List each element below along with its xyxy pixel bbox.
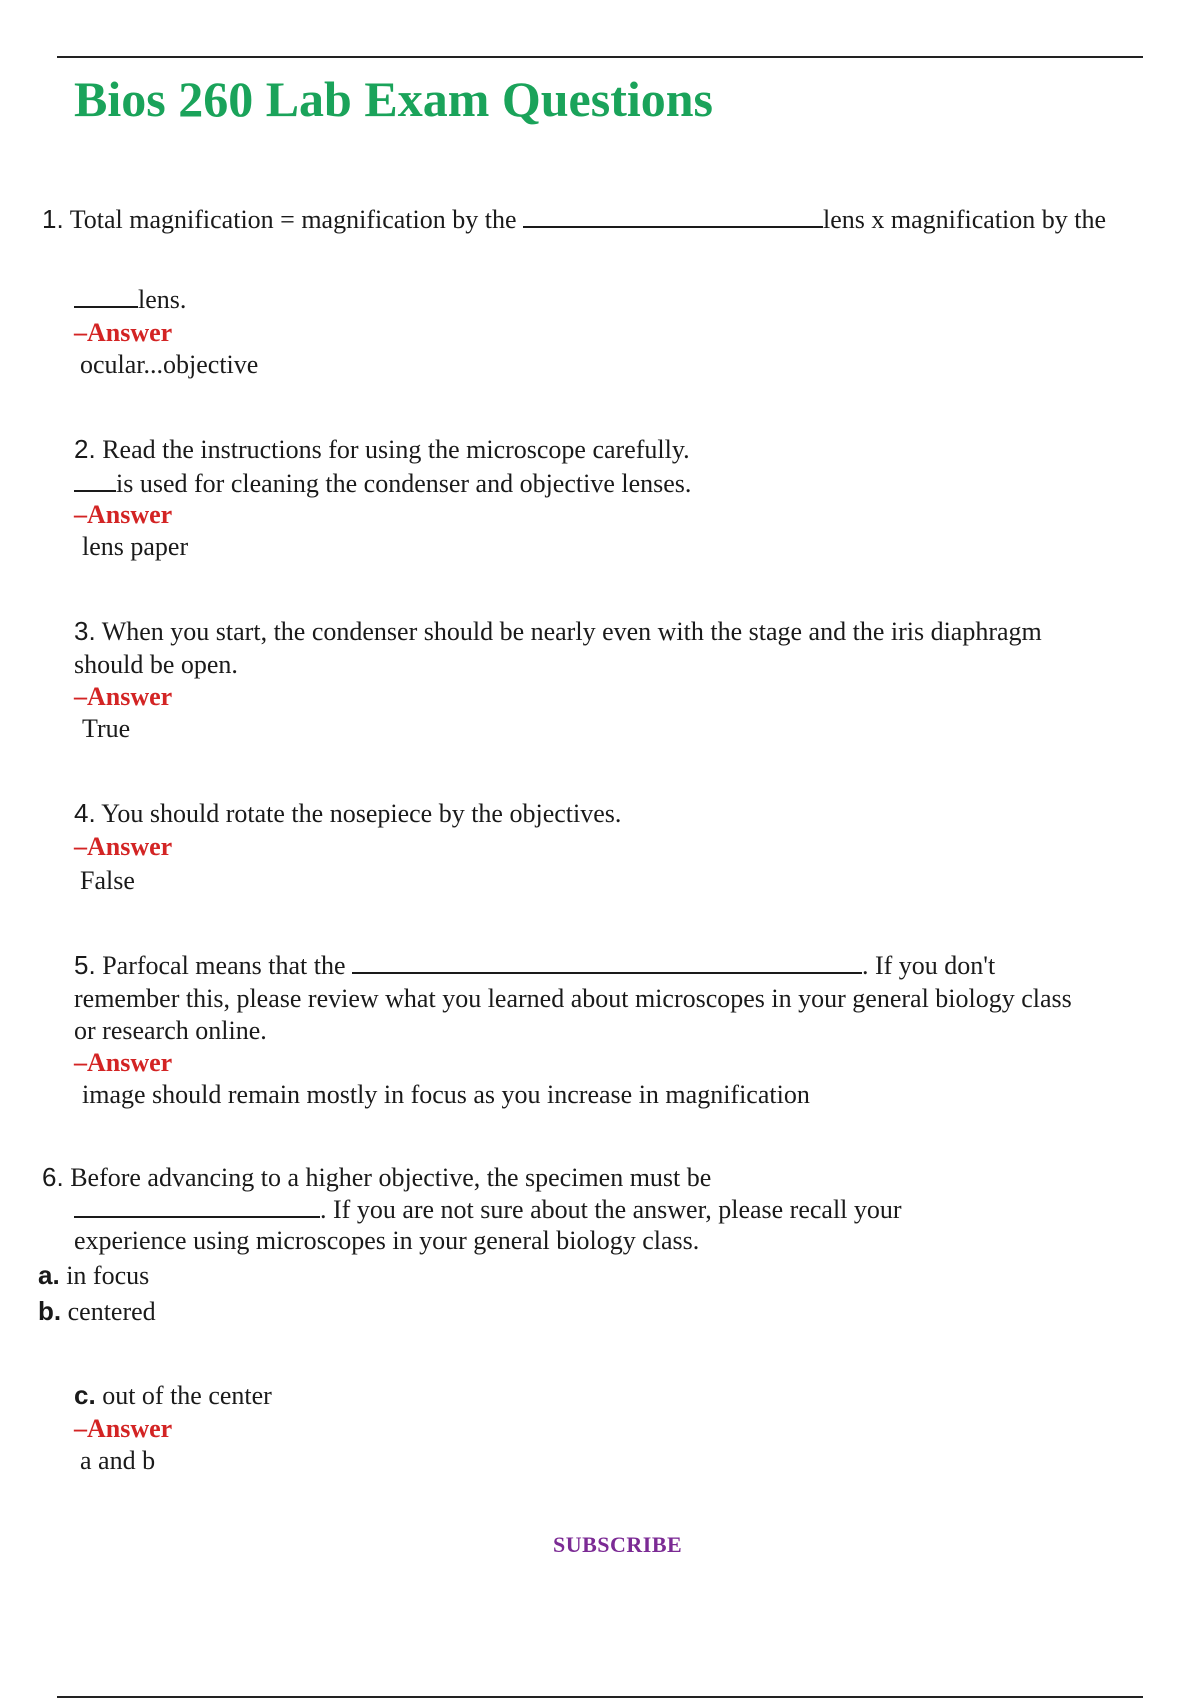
question-2-line-1 (74, 434, 690, 465)
question-1-answer: ocular...objective (80, 350, 259, 379)
question-5-answer: image should remain mostly in focus as you increase in magnification (82, 1080, 810, 1109)
question-4-answer: False (80, 866, 135, 895)
question-1-text-c: lens. (138, 285, 187, 314)
option-b-text: centered (67, 1297, 156, 1326)
question-6-text-c: experience using microscopes in your general biology class. (74, 1226, 700, 1255)
option-c-letter: c. (74, 1380, 96, 1410)
question-6-answer-label: –Answer (74, 1414, 173, 1443)
question-1-text-a: Total magnification = magnification by the (69, 205, 517, 234)
question-1-blank-2 (74, 284, 138, 308)
question-3-line-1 (74, 616, 1042, 647)
question-4-number: 4. (74, 798, 96, 828)
question-4-line-1 (74, 798, 621, 829)
question-2-line-2 (74, 468, 691, 499)
question-2-text-b: is used for cleaning the condenser and objective lenses. (116, 469, 692, 498)
question-6-option-b (38, 1296, 156, 1327)
question-6-line-2 (74, 1194, 902, 1225)
question-5-line-2 (74, 984, 1072, 1014)
question-6-line-3 (74, 1226, 699, 1256)
question-6-answer: a and b (80, 1446, 156, 1475)
question-3-answer: True (82, 714, 131, 743)
question-5-text-b: . If you don't (861, 951, 996, 980)
question-5-answer-label: –Answer (74, 1048, 173, 1077)
question-3-number: 3. (74, 616, 96, 646)
question-3-answer-label: –Answer (74, 682, 173, 711)
question-4-text-a: You should rotate the nosepiece by the objectives. (101, 799, 622, 828)
question-5-text-d: or research online. (74, 1016, 267, 1045)
top-rule (57, 56, 1143, 58)
question-5-text-c: remember this, please review what you learned about microscopes in your general biology class (74, 984, 1072, 1013)
question-3-line-2 (74, 650, 238, 680)
question-1-answer-label: –Answer (74, 318, 173, 347)
question-1-text-b: lens x magnification by the (823, 205, 1107, 234)
question-1-number: 1. (42, 204, 64, 234)
question-6-number: 6. (42, 1162, 64, 1192)
question-1-line-2 (74, 284, 186, 315)
question-6-line-1 (42, 1162, 711, 1193)
option-b-letter: b. (38, 1296, 62, 1326)
subscribe-link[interactable]: SUBSCRIBE (553, 1532, 683, 1557)
page-title: Bios 260 Lab Exam Questions (74, 71, 714, 127)
question-5-number: 5. (74, 950, 96, 980)
question-2-text-a: Read the instructions for using the microscope carefully. (102, 435, 690, 464)
question-4-answer-label: –Answer (74, 832, 173, 861)
question-3-text-b: should be open. (74, 650, 238, 679)
option-c-text: out of the center (102, 1381, 272, 1410)
question-2-answer: lens paper (82, 532, 189, 561)
question-1-line-1 (42, 204, 1106, 235)
question-5-line-1 (74, 950, 995, 981)
question-3-text-a: When you start, the condenser should be nearly even with the stage and the iris diaphragm (101, 617, 1042, 646)
question-5-text-a: Parfocal means that the (102, 951, 346, 980)
question-6-text-a: Before advancing to a higher objective, the specimen must be (70, 1163, 712, 1192)
bottom-rule (57, 1696, 1143, 1698)
question-6-option-c (74, 1380, 272, 1411)
question-2-number: 2. (74, 434, 96, 464)
question-2-answer-label: –Answer (74, 500, 173, 529)
option-a-letter: a. (38, 1260, 60, 1290)
question-2-blank (74, 468, 116, 492)
question-6-blank (74, 1194, 320, 1218)
question-5-blank (352, 950, 862, 974)
option-a-text: in focus (66, 1261, 150, 1290)
question-5-line-3 (74, 1016, 267, 1046)
question-1-blank-1 (523, 204, 823, 228)
question-6-option-a (38, 1260, 149, 1291)
question-6-text-b: . If you are not sure about the answer, please recall your (320, 1195, 902, 1224)
